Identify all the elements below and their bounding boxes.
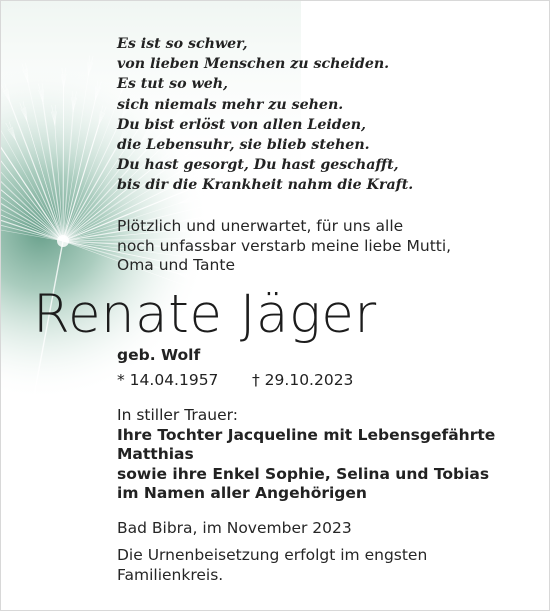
poem-verse: [117, 34, 517, 196]
deceased-name: Renate Jäger: [33, 284, 377, 345]
announcement-text: [117, 217, 537, 276]
poem-line: Es tut so weh,: [117, 76, 228, 93]
poem-line: Es ist so schwer,: [117, 36, 248, 52]
poem-line: Du hast gesorgt, Du hast geschafft,: [117, 157, 399, 174]
death-date: † 29.10.2023: [252, 371, 354, 389]
poem-line: Du bist erlöst von allen Leiden,: [117, 116, 366, 133]
funeral-line: Familienkreis.: [117, 566, 224, 584]
poem-line: die Lebensuhr, sie blieb stehen.: [117, 137, 370, 154]
announcement-line: Plötzlich und unerwartet, für uns alle: [117, 217, 404, 235]
announcement-line: noch unfassbar verstarb meine liebe Mutti,: [117, 236, 452, 255]
birth-date: * 14.04.1957: [117, 371, 219, 389]
announcement-line: Oma und Tante: [117, 256, 235, 274]
mourning-lead: In stiller Trauer:: [117, 406, 238, 424]
mourner-line: sowie ihre Enkel Sophie, Selina und Tobias: [117, 464, 490, 483]
mourner-line: Ihre Tochter Jacqueline mit Lebensgefährte: [117, 425, 496, 444]
poem-line: von lieben Menschen zu scheiden.: [117, 56, 390, 73]
poem-line: sich niemals mehr zu sehen.: [117, 96, 344, 113]
maiden-name: geb. Wolf: [117, 346, 201, 364]
mourner-line: im Namen aller Angehörigen: [117, 484, 367, 502]
mourner-line: Matthias: [117, 445, 194, 463]
life-dates: [117, 370, 354, 390]
funeral-line: Die Urnenbeisetzung erfolgt im engsten: [117, 546, 428, 564]
poem-line: bis dir die Krankheit nahm die Kraft.: [117, 177, 414, 194]
place-and-date: Bad Bibra, im November 2023: [117, 519, 352, 537]
funeral-notice: [117, 545, 537, 585]
mourners-block: [117, 406, 542, 504]
